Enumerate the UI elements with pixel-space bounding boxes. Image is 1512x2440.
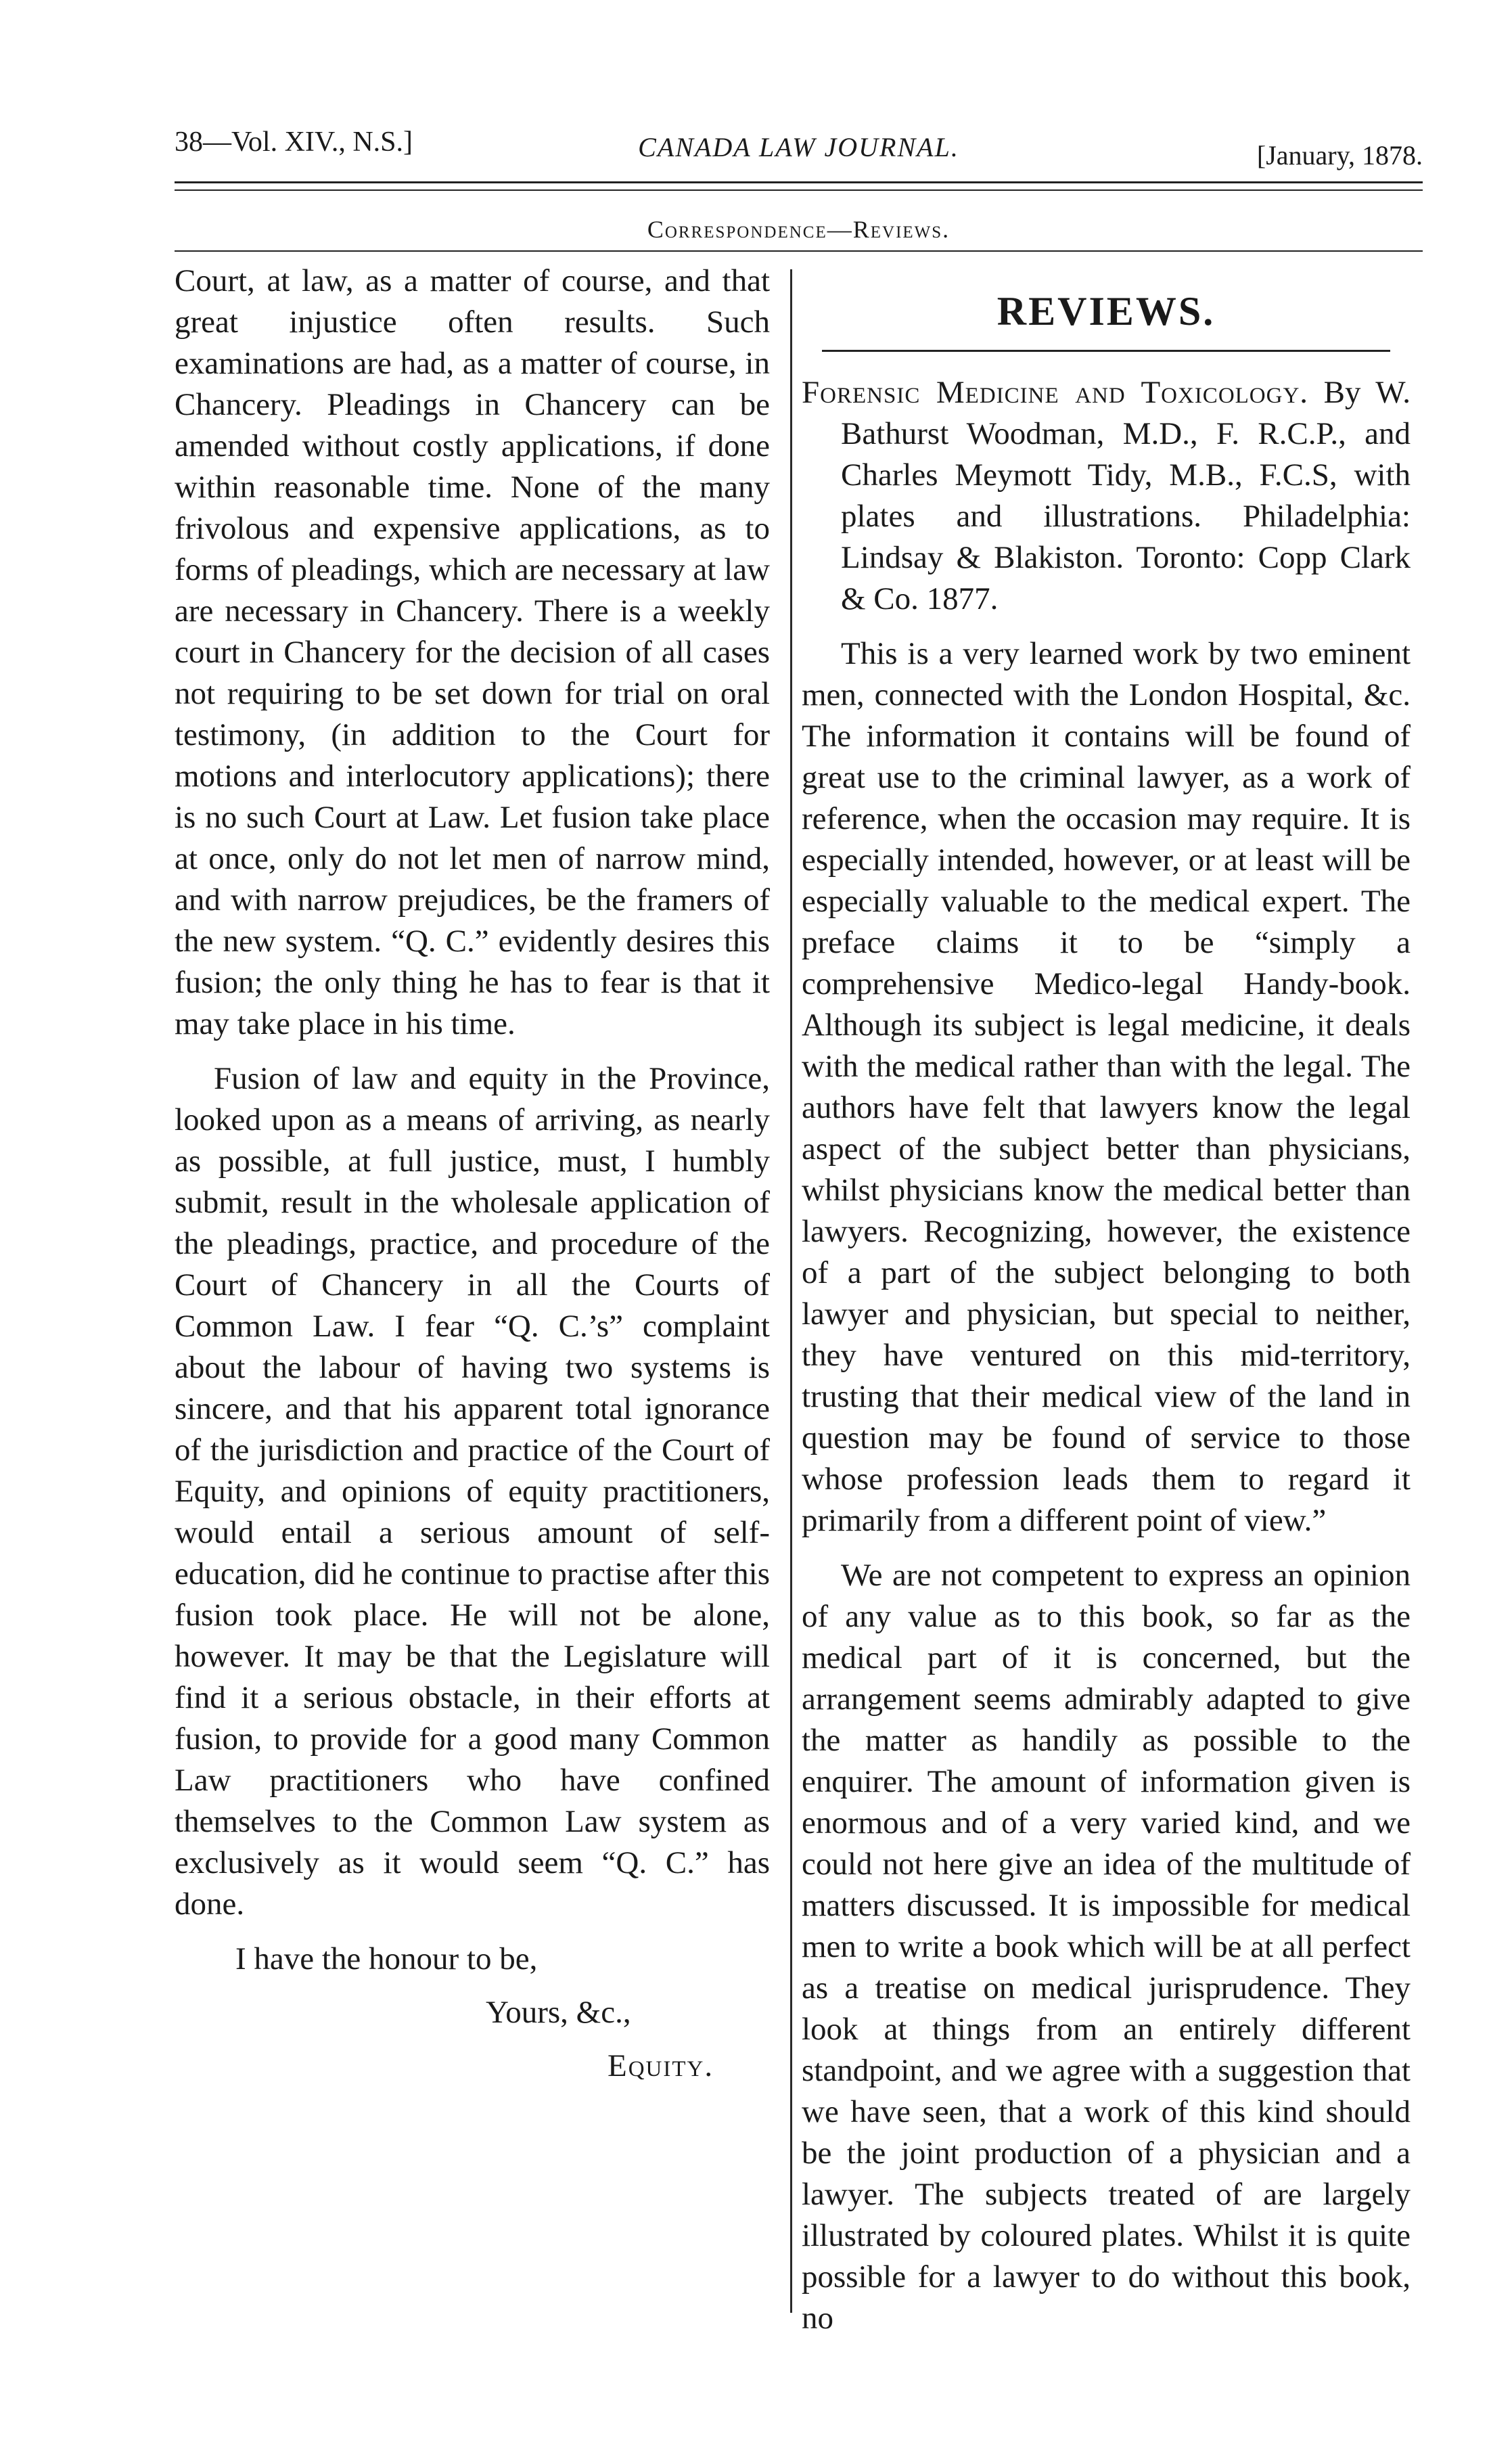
journal-title: CANADA LAW JOURNAL. xyxy=(638,132,959,162)
left-paragraph-1: Court, at law, as a matter of course, and that great injustice often results. Such examinations are had, as a matter of course, in Chancery. Pleadings in Chancery can be amended without costly applications, if done within reasonable time. None of the many frivolous and expensive applications, as to forms of pleadings, which are necessary at law are necessary in Chancery. There is a weekly court in Chancery for the decision of all cases not requiring to be set down for trial on oral testimony, (in addition to the Court for motions and interlocutory applications); there is no such Court at Law. Let fusion take place at once, only do not let men of narrow mind, and with narrow prejudices, be the framers of the new system. “Q. C.” evidently desires this fusion; the only thing he has to fear is that it may take place in his time. xyxy=(175,263,770,1041)
review-citation xyxy=(802,372,1411,620)
folio: 38—Vol. XIV., N.S.] xyxy=(175,127,413,158)
column-divider xyxy=(790,269,792,2313)
reviews-heading: REVIEWS. xyxy=(996,289,1216,334)
header-rule-top xyxy=(175,181,1423,183)
issue-date: [January, 1878. xyxy=(1256,140,1423,171)
letter-closing: I have the honour to be, xyxy=(235,1941,538,1976)
review-paragraph-1: This is a very learned work by two eminent men, connected with the London Hospital, &c. The information it contains will be found of great use to the criminal lawyer, as a work of reference, when the occasion may require. It is especially intended, however, or at least will be especially valuable to the medical expert. The preface claims it to be “simply a comprehensive Medico-legal Handy-book. Although its subject is legal medicine, it deals with the medical rather than with the legal. The authors have felt that lawyers know the legal aspect of the subject better than physicians, whilst physicians know the medical better than lawyers. Recognizing, however, the existence of a part of the subject belonging to both lawyer and physician, but special to neither, they have ventured on this mid-territory, trusting that their medical view of the land in question may be found of service to those whose profession leads them to regard it primarily from a different point of view.” xyxy=(802,636,1411,1538)
letter-signature: Equity. xyxy=(608,2048,714,2083)
reviews-rule xyxy=(822,350,1390,352)
letter-valediction: Yours, &c., xyxy=(486,1995,631,2030)
review-book-title: Forensic Medicine and Toxicology. xyxy=(802,375,1309,410)
left-column xyxy=(175,261,770,2087)
review-paragraph-2: We are not competent to express an opinion of any value as to this book, so far as the medical part of it is concerned, but the arrangement seems admirably adapted to give the matter as handily as possible to the enquirer. The amount of information given is enormous and of a very varied kind, and we could not here give an idea of the multitude of matters discussed. It is impossible for medical men to write a book which will be at all perfect as a treatise on medical jurisprudence. They look at things from an entirely different standpoint, and we agree with a suggestion that we have seen, that a work of this kind should be the joint production of a physician and a lawyer. The subjects treated of are largely illustrated by coloured plates. Whilst it is quite possible for a lawyer to do without this book, no xyxy=(802,1558,1411,2336)
right-column xyxy=(802,261,1411,2339)
header-rule-bottom xyxy=(175,189,1423,191)
left-paragraph-2: Fusion of law and equity in the Province, looked upon as a means of arriving, as nearly as possible, at full justice, must, I humbly submit, result in the wholesale application of the pleadings, practice, and procedure of the Court of Chancery in all the Courts of Common Law. I fear “Q. C.’s” complaint about the labour of having two systems is sincere, and that his apparent total ignorance of the jurisdiction and practice of the Court of Equity, and opinions of equity practitioners, would entail a serious amount of self-education, did he continue to practise after this fusion took place. He will not be alone, however. It may be that the Legislature will find it a serious obstacle, in their efforts at fusion, to provide for a good many Common Law practitioners who have confined themselves to the Common Law system as exclusively as it would seem “Q. C.” has done. xyxy=(175,1061,770,1922)
running-head xyxy=(175,126,1423,173)
subhead-rule xyxy=(175,250,1423,252)
review-book-details: By W. Bathurst Woodman, M.D., F. R.C.P., and Charles Meymott Tidy, M.B., F.C.S, with plates and illustrations. Philadelphia: Lindsay & Blakiston. Toronto: Copp Clark & Co. 1877. xyxy=(841,375,1411,616)
section-heading: Correspondence—Reviews. xyxy=(647,216,950,243)
